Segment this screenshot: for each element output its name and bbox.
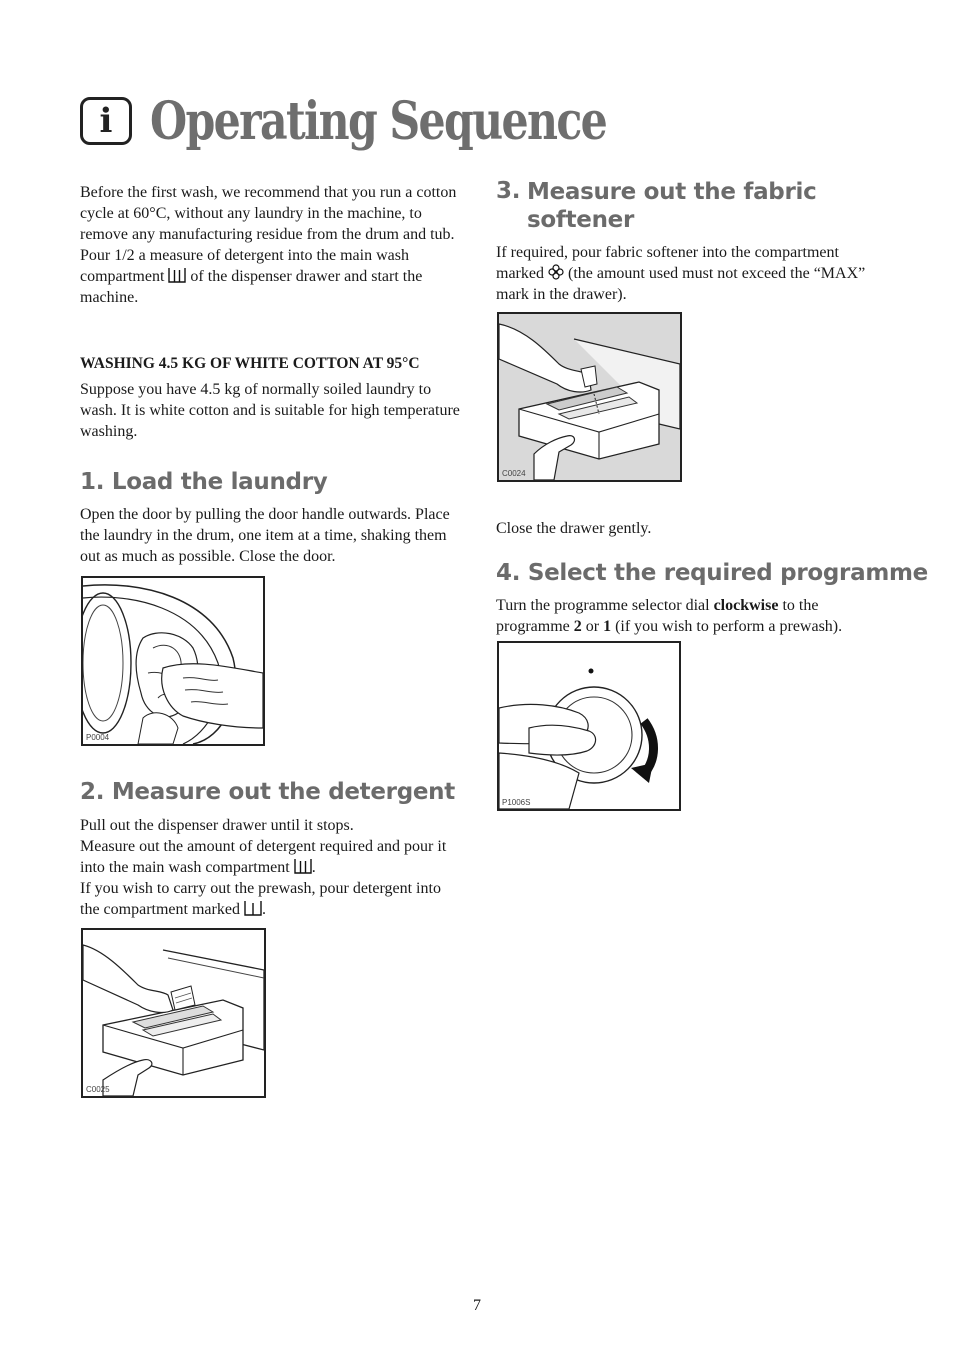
page-title: Operating Sequence	[150, 90, 607, 152]
step1-heading: 1. Load the laundry	[80, 469, 328, 495]
step2-line-3: If you wish to carry out the prewash, pour detergent into the compartment marked .	[80, 880, 441, 918]
detergent-drawer-illustration	[83, 930, 264, 1096]
programme-dial-illustration	[499, 643, 679, 809]
step3-text: If required, pour fabric softener into the compartment marked (the amount used must not exceed the “MAX” mark in the drawer).	[496, 244, 866, 303]
washing-text: Suppose you have 4.5 kg of normally soiled laundry to wash. It is white cotton and is suitable for high temperature washing.	[80, 381, 460, 440]
prewash-compartment-icon	[244, 900, 262, 916]
softener-drawer-illustration	[499, 314, 680, 480]
info-icon: i	[80, 97, 132, 145]
figure-softener-drawer	[497, 312, 682, 482]
page-number: 7	[473, 1297, 481, 1314]
figure-code: P0004	[86, 733, 110, 742]
washing-section	[80, 355, 460, 442]
step1-section	[80, 469, 460, 567]
step3-heading-number: 3.	[496, 178, 521, 204]
step2-section	[80, 779, 460, 920]
main-wash-compartment-icon	[168, 267, 186, 283]
step3-after-figure	[496, 518, 871, 539]
intro-paragraph-1: Before the first wash, we recommend that you run a cotton cycle at 60°C, without any laundry in the machine, to remove any manufacturing residue from the drum and tub.	[80, 184, 457, 243]
step4-text: Turn the programme selector dial clockwise to the programme 2 or 1 (if you wish to perform a prewash).	[496, 597, 843, 635]
figure-detergent-drawer	[81, 928, 266, 1098]
load-laundry-illustration	[83, 578, 263, 744]
figure-code: C0024	[502, 469, 526, 478]
step2-line-1: Pull out the dispenser drawer until it stops.	[80, 817, 354, 834]
main-wash-compartment-icon	[294, 858, 312, 874]
step1-text: Open the door by pulling the door handle outwards. Place the laundry in the drum, one item at a time, shaking them out as much as possible. Close the door.	[80, 506, 450, 565]
figure-programme-dial	[497, 641, 681, 811]
figure-code: C0025	[86, 1085, 110, 1094]
step2-heading: 2. Measure out the detergent	[80, 779, 455, 805]
close-drawer-text: Close the drawer gently.	[496, 520, 652, 537]
step3-heading: Measure out the fabric softener	[527, 179, 817, 233]
step4-section	[496, 560, 928, 637]
step3-heading-block	[496, 178, 866, 234]
washing-heading: WASHING 4.5 KG OF WHITE COTTON AT 95°C	[80, 355, 420, 372]
fabric-softener-flower-icon	[548, 264, 564, 280]
step3-text-block	[496, 242, 871, 305]
page-header	[80, 86, 706, 156]
step2-line-2: Measure out the amount of detergent required and pour it into the main wash compartment .	[80, 838, 447, 876]
step4-heading: 4. Select the required programme	[496, 560, 928, 586]
figure-code: P1006S	[502, 798, 531, 807]
figure-load-laundry	[81, 576, 265, 746]
intro-paragraph-2: Pour 1/2 a measure of detergent into the main wash compartment of the dispenser drawer and start the machine.	[80, 247, 423, 306]
intro-section	[80, 182, 460, 308]
